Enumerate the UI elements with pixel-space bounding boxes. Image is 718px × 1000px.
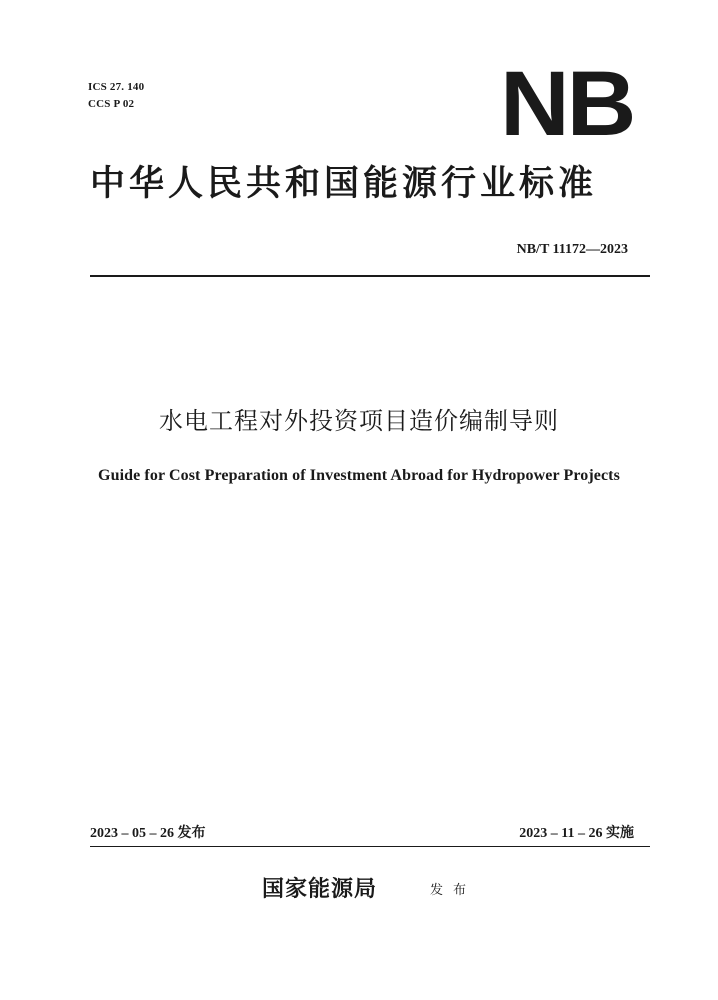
publisher-name: 国家能源局 [262,877,378,902]
standard-number: NB/T 11172—2023 [516,242,628,257]
header-divider [90,275,650,277]
national-standard-title: 中华人民共和国能源行业标准 [90,163,598,204]
document-title-chinese: 水电工程对外投资项目造价编制导则 [159,407,559,435]
document-title-english: Guide for Cost Preparation of Investment Abroad for Hydropower Projects [98,467,620,484]
implementation-date: 2023 – 11 – 26 实施 [519,826,634,841]
ics-code: ICS 27. 140 [88,81,145,93]
footer-divider [90,846,650,847]
ccs-code: CCS P 02 [88,98,135,110]
issue-date: 2023 – 05 – 26 发布 [90,826,206,841]
nb-logo: NB [500,53,634,155]
publish-label: 发布 [430,883,477,898]
classification-codes [88,79,144,113]
